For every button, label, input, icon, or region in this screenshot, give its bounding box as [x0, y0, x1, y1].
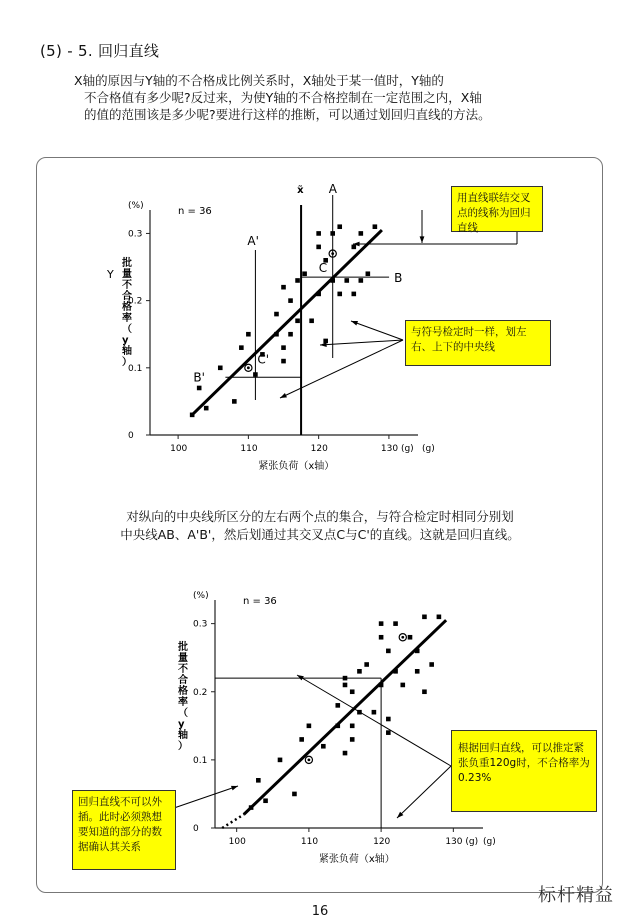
- data-point: [343, 751, 348, 756]
- x-unit-label: (g): [422, 444, 435, 454]
- data-point: [302, 271, 307, 276]
- data-point: [278, 758, 283, 763]
- callout-arrow-head: [420, 236, 425, 243]
- callout-arrow: [397, 766, 451, 818]
- data-point: [379, 635, 384, 640]
- callout-arrow-head: [231, 786, 238, 791]
- x-tick-label: 120: [373, 837, 391, 847]
- data-point: [281, 285, 286, 290]
- callout-no-extrapolation: 回归直线不可以外插。此时必须熟想要知道的部分的数据确认其关系: [72, 790, 176, 870]
- data-point: [307, 724, 312, 729]
- callout-arrow: [174, 786, 238, 808]
- label-C-prime: C': [257, 352, 270, 367]
- callout-arrow-head: [351, 321, 358, 326]
- data-point: [344, 278, 349, 283]
- y-axis-title-char: 轴: [122, 346, 132, 357]
- data-point: [350, 724, 355, 729]
- data-point: [386, 717, 391, 722]
- y-tick-label: 0.3: [128, 229, 143, 240]
- callout-arrow: [351, 321, 403, 340]
- x-tick-label: 100: [228, 837, 246, 847]
- y-axis-title-char: 率: [178, 697, 188, 708]
- x-tick-label: 130 (g): [380, 444, 414, 454]
- label-A-prime: A': [247, 234, 259, 248]
- label-C: C: [318, 261, 328, 276]
- y-tick-label: 0: [128, 431, 134, 441]
- y-axis-title-char: 不: [122, 280, 132, 291]
- callout-estimate: 根据回归直线，可以推定紧张负重120g时，不合格率为0.23%: [451, 730, 597, 812]
- y-tick-label: 0.1: [193, 755, 208, 766]
- data-point: [386, 730, 391, 735]
- data-point: [299, 737, 304, 742]
- x-tick-label: 110: [240, 444, 258, 454]
- data-point: [190, 413, 195, 418]
- data-point: [256, 778, 261, 783]
- y-axis-title-char: （: [122, 324, 132, 335]
- sample-size-label: n = 36: [178, 206, 212, 217]
- data-point: [429, 662, 434, 667]
- middle-text-line-2: 中央线AB、A'B'，然后划通过其交叉点C与C'的直线。这就是回归直线。: [120, 527, 520, 542]
- data-point: [288, 332, 293, 337]
- y-axis-title-char: 轴: [178, 730, 188, 741]
- y-axis-title-char: ）: [122, 357, 132, 368]
- data-point: [351, 245, 356, 250]
- watermark-logo: 标杆精益: [538, 885, 614, 906]
- data-point: [335, 724, 340, 729]
- data-point: [415, 649, 420, 654]
- data-point: [393, 621, 398, 626]
- data-point: [316, 231, 321, 236]
- middle-text-line-1: 对纵向的中央线所区分的左右两个点的集合，与符合检定时相同分别划: [126, 509, 514, 524]
- y-unit-label: (%): [128, 201, 144, 211]
- y-tick-label: 0.1: [128, 363, 143, 374]
- data-point: [281, 359, 286, 364]
- x-tick-label: 110: [300, 837, 319, 847]
- callout-arrow: [280, 340, 403, 398]
- y-tick-label: 0: [193, 824, 199, 834]
- y-tick-label: 0.2: [128, 296, 143, 307]
- x-tick-label: 100: [170, 444, 188, 454]
- circled-point-center: [247, 366, 250, 369]
- data-point: [437, 615, 442, 620]
- data-point: [321, 744, 326, 749]
- data-point: [359, 231, 364, 236]
- data-point: [197, 386, 202, 391]
- y-axis-title-char: 合: [178, 675, 188, 686]
- callout-median-lines: 与符号检定时一样，划左右、上下的中央线: [405, 320, 551, 366]
- data-point: [372, 710, 377, 715]
- data-point: [357, 669, 362, 674]
- data-point: [288, 298, 293, 303]
- y-axis-title-char: 合: [122, 291, 132, 302]
- x-axis-title: 紧张负荷（x轴）: [318, 854, 395, 865]
- x-unit-label: (g): [483, 837, 496, 847]
- y-tick-label: 0.2: [193, 687, 208, 698]
- data-point: [281, 345, 286, 350]
- y-axis-title-char: 量: [122, 269, 132, 280]
- data-point: [366, 271, 371, 276]
- data-point: [422, 689, 427, 694]
- data-point: [379, 621, 384, 626]
- data-point: [316, 292, 321, 297]
- data-point: [249, 805, 254, 810]
- data-point: [386, 649, 391, 654]
- data-point: [343, 683, 348, 688]
- y-axis-title-char: 格: [122, 302, 132, 313]
- data-point: [295, 318, 300, 323]
- data-point: [292, 792, 297, 797]
- data-point: [218, 366, 223, 371]
- data-point: [335, 703, 340, 708]
- y-axis-title-char: 量: [178, 653, 188, 664]
- y-axis-title-char: 率: [122, 313, 132, 324]
- data-point: [351, 292, 356, 297]
- data-point: [309, 318, 314, 323]
- data-point: [400, 683, 405, 688]
- label-B: B: [394, 271, 403, 286]
- y-unit-label: (%): [193, 591, 209, 601]
- y-axis-letter: Y: [107, 268, 114, 281]
- data-point: [337, 224, 342, 229]
- label-B-prime: B': [193, 370, 205, 385]
- x-tick-label: 120: [310, 444, 328, 454]
- y-axis-title-char: （: [178, 708, 188, 719]
- callout-arrow-head: [280, 393, 287, 398]
- x-tick-label: 130 (g): [445, 837, 479, 847]
- data-point: [350, 737, 355, 742]
- y-axis-title-char: y: [122, 335, 129, 346]
- y-axis-title-char: 批: [122, 258, 132, 269]
- sample-size-label: n = 36: [243, 596, 277, 607]
- intro-line-1: X轴的原因与Y轴的不合格成比例关系时，X轴处于某一值时，Y轴的: [74, 73, 444, 88]
- data-point: [364, 662, 369, 667]
- data-point: [274, 312, 279, 317]
- data-point: [350, 689, 355, 694]
- data-point: [359, 278, 364, 283]
- callout-arrow-head: [320, 342, 327, 347]
- data-point: [263, 798, 268, 803]
- y-axis-title-char: 不: [178, 664, 188, 675]
- data-point: [232, 399, 237, 404]
- data-point: [246, 332, 251, 337]
- y-axis-title-char: ）: [178, 741, 188, 752]
- y-tick-label: 0.3: [193, 619, 208, 630]
- data-point: [274, 332, 279, 337]
- data-point: [415, 669, 420, 674]
- data-point: [204, 406, 209, 411]
- data-point: [295, 278, 300, 283]
- median-x-label: x̃: [297, 185, 304, 196]
- data-point: [239, 345, 244, 350]
- callout-regression-definition: 用直线联结交叉点的线称为回归直线: [451, 186, 543, 232]
- intro-line-3: 的值的范围该是多少呢?要进行这样的推断，可以通过划回归直线的方法。: [84, 107, 491, 122]
- y-axis-title-char: 批: [178, 642, 188, 653]
- data-point: [408, 635, 413, 640]
- y-axis-title-char: y: [178, 719, 185, 730]
- page-number: 16: [311, 904, 329, 919]
- circled-point-center: [307, 758, 310, 761]
- data-point: [337, 292, 342, 297]
- intro-line-2: 不合格值有多少呢?反过来，为使Y轴的不合格控制在一定范围之内，X轴: [84, 90, 482, 105]
- data-point: [422, 615, 427, 620]
- label-A: A: [328, 182, 337, 196]
- circled-point-center: [401, 636, 404, 639]
- y-axis-title-char: 格: [178, 686, 188, 697]
- data-point: [393, 669, 398, 674]
- section-heading: (5) - 5. 回归直线: [40, 42, 160, 60]
- data-point: [373, 224, 378, 229]
- x-axis-title: 紧张负荷（x轴）: [258, 461, 335, 472]
- data-point: [316, 245, 321, 250]
- extrapolation-line: [222, 814, 244, 828]
